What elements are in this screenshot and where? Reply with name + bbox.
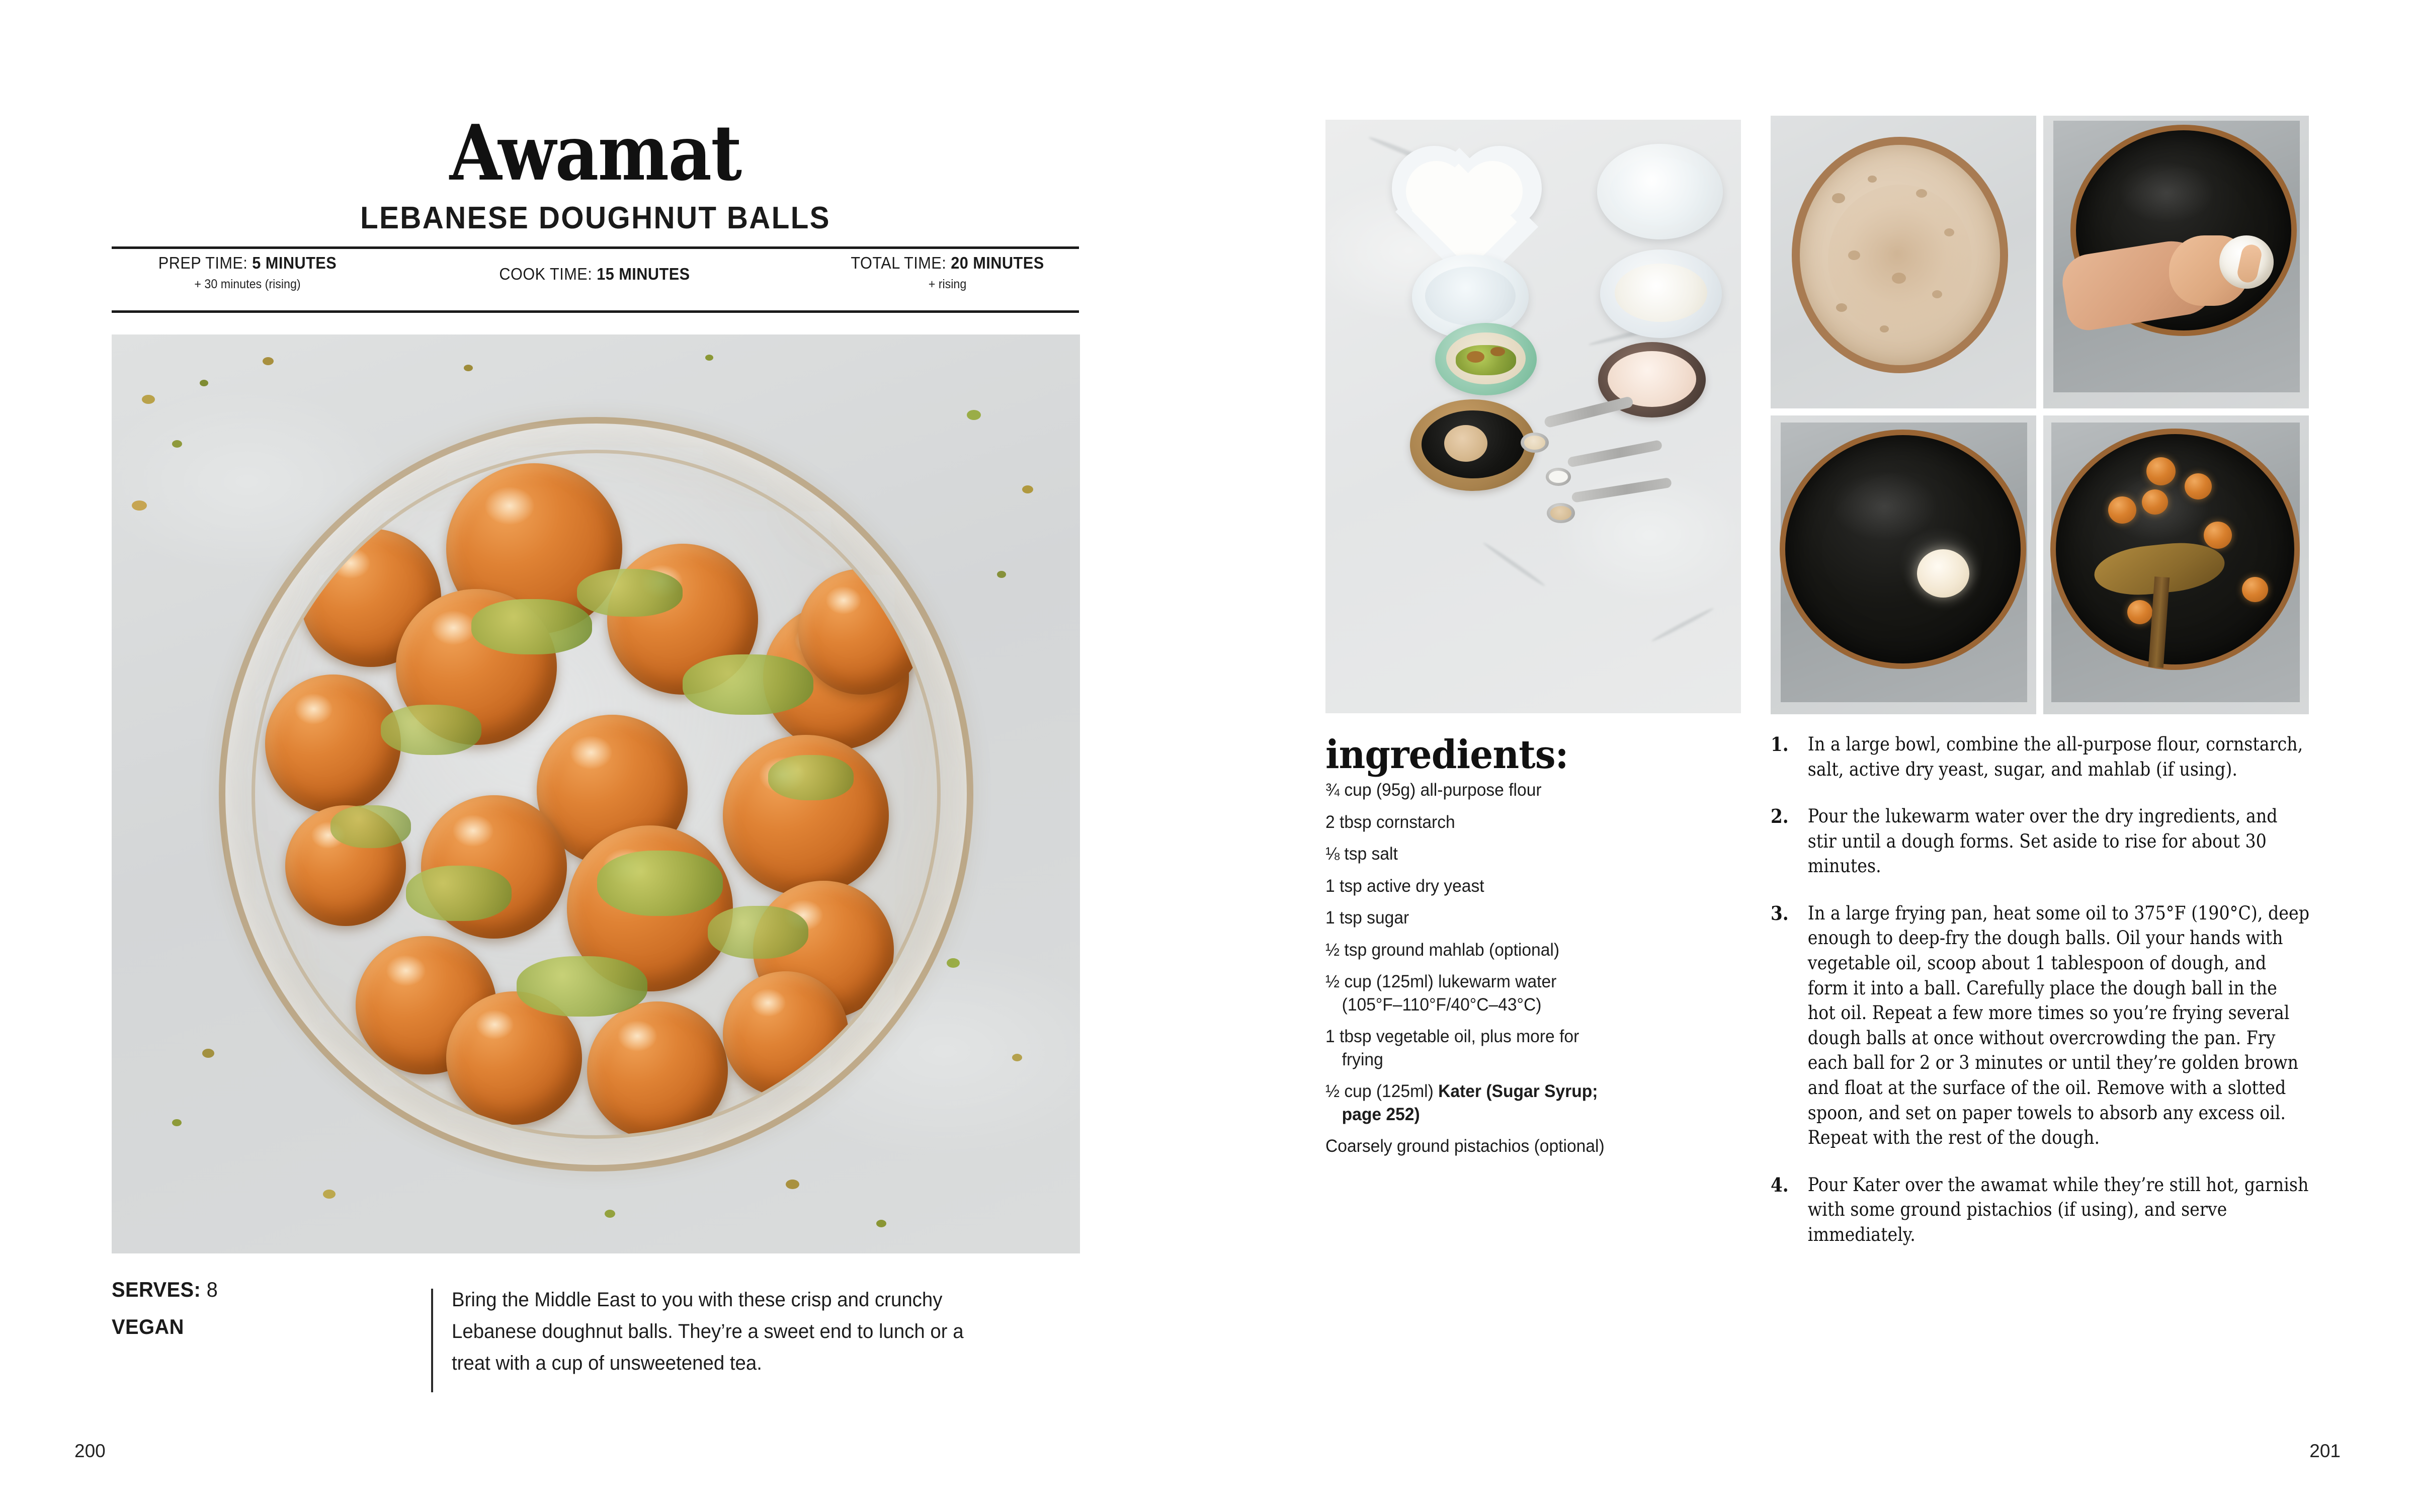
doughnut-ball bbox=[2146, 457, 2176, 485]
pistachio-garnish bbox=[517, 956, 647, 1017]
cook-time-main bbox=[445, 265, 744, 284]
doughnut-ball bbox=[265, 675, 401, 813]
pistachio-garnish bbox=[683, 654, 813, 715]
prep-time-value: 5 MINUTES bbox=[252, 254, 337, 272]
step-photo-frying-balls bbox=[2043, 415, 2309, 714]
cornstarch-bowl bbox=[1600, 249, 1722, 338]
pistachio-garnish bbox=[708, 906, 808, 959]
crumb bbox=[997, 571, 1006, 578]
water-bowl bbox=[1597, 144, 1723, 239]
pistachio-garnish bbox=[330, 805, 411, 848]
ingredient-continuation: frying bbox=[1342, 1049, 1383, 1069]
ingredient-text: 1 tsp sugar bbox=[1325, 908, 1409, 928]
right-page bbox=[1207, 0, 2415, 1512]
ingredient-text: ¾ cup (95g) all-purpose flour bbox=[1325, 780, 1542, 800]
step-photo-risen-dough bbox=[1771, 116, 2036, 408]
time-bar bbox=[112, 246, 1079, 313]
crumb bbox=[947, 958, 960, 968]
instruction-step bbox=[1771, 901, 2309, 1150]
glass-bowl bbox=[219, 417, 973, 1171]
doughnut-ball bbox=[2242, 577, 2268, 602]
crumb bbox=[464, 365, 473, 371]
doughnut-ball bbox=[2108, 496, 2136, 524]
yeast-plate bbox=[1410, 399, 1536, 491]
ingredient-item bbox=[1325, 1080, 1630, 1126]
time-bar-rule-bottom bbox=[112, 310, 1079, 313]
doughnut-ball bbox=[2142, 489, 2168, 515]
serves-block bbox=[112, 1278, 393, 1352]
pistachio-garnish bbox=[577, 569, 683, 617]
crumb bbox=[876, 1220, 886, 1227]
prep-time-note: + 30 minutes (rising) bbox=[194, 277, 301, 291]
ingredient-item bbox=[1325, 875, 1630, 898]
doughnut-ball bbox=[2204, 522, 2232, 549]
frying-pan bbox=[2050, 429, 2300, 670]
measuring-spoon-bowl bbox=[1547, 503, 1575, 523]
step-photo-grid bbox=[1771, 116, 2309, 714]
crumb bbox=[1022, 485, 1033, 493]
total-time-main bbox=[825, 254, 1069, 273]
doughnut-ball bbox=[723, 971, 849, 1097]
crumb bbox=[1012, 1054, 1022, 1061]
crumb bbox=[323, 1190, 336, 1199]
pistachio-garnish bbox=[406, 866, 512, 921]
prep-time-label: PREP TIME: bbox=[158, 254, 248, 272]
ingredient-item bbox=[1325, 843, 1630, 866]
total-time-value: 20 MINUTES bbox=[951, 254, 1044, 272]
crumb bbox=[605, 1210, 615, 1218]
step-text: Pour the lukewarm water over the dry ingredients, and stir until a dough forms. Set aside to rise for about 30 minutes. bbox=[1807, 805, 2278, 877]
ingredient-item bbox=[1325, 970, 1630, 1016]
ingredient-text: ½ tsp ground mahlab (optional) bbox=[1325, 940, 1560, 960]
instructions-list bbox=[1771, 732, 2314, 1269]
diet-badge: VEGAN bbox=[112, 1315, 184, 1338]
instruction-step bbox=[1771, 732, 2309, 782]
recipe-description: Bring the Middle East to you with these crisp and crunchy Lebanese doughnut balls. They’re a sweet end to lunch or a treat with a cup of unsweetened tea. bbox=[452, 1289, 964, 1375]
bowl-interior bbox=[252, 450, 941, 1139]
frying-pan bbox=[1780, 430, 2026, 669]
description-divider bbox=[431, 1289, 433, 1392]
step-number: 1. bbox=[1771, 733, 1789, 755]
time-bar-rule-top bbox=[112, 246, 1079, 249]
crumb bbox=[786, 1180, 799, 1189]
step-text: In a large bowl, combine the all-purpose flour, cornstarch, salt, active dry yeast, sugar, and mahlab (if using). bbox=[1807, 733, 2303, 780]
total-time-cell bbox=[825, 254, 1069, 292]
measuring-spoon-bowl bbox=[1521, 433, 1549, 453]
step-number: 3. bbox=[1771, 901, 1789, 925]
cook-time-value: 15 MINUTES bbox=[597, 265, 690, 283]
step-number: 2. bbox=[1771, 805, 1789, 828]
ingredient-text: ½ cup (125ml) Kater (Sugar Syrup; bbox=[1325, 1081, 1598, 1101]
ingredient-item bbox=[1325, 939, 1630, 962]
pistachio-garnish bbox=[597, 851, 723, 916]
instruction-step bbox=[1771, 1172, 2309, 1247]
crumb bbox=[202, 1049, 214, 1058]
ingredient-item bbox=[1325, 811, 1630, 834]
crumb bbox=[705, 355, 713, 361]
ingredients-heading: ingredients: bbox=[1325, 732, 1568, 778]
prep-time-main bbox=[121, 254, 374, 273]
ingredient-text: ⅛ tsp salt bbox=[1325, 844, 1398, 864]
pistachio-garnish bbox=[381, 705, 481, 755]
step-text: In a large frying pan, heat some oil to 375°F (190°C), deep enough to deep-fry the dough balls. Oil your hands with vegetable oil, scoop about 1 tablespoon of dough, and form it into a ball. Carefully place the dough ball in the hot oil. Repeat a few more times so you’re frying several dough balls at once without overcrowding the pan. Fry each ball for 2 or 3 minutes or until they’re golden brown and float at the surface of the oil. Remove with a slotted spoon, and set on paper towels to absorb any excess oil. Repeat with the rest of the dough. bbox=[1807, 902, 2310, 1149]
doughnut-ball bbox=[2185, 473, 2212, 499]
ingredient-item bbox=[1325, 1025, 1630, 1071]
crumb bbox=[967, 410, 981, 420]
pistachio-garnish bbox=[471, 599, 592, 654]
cook-time-cell bbox=[445, 254, 744, 284]
recipe-subtitle: LEBANESE DOUGHNUT BALLS bbox=[360, 201, 830, 235]
doughnut-ball bbox=[587, 1001, 728, 1139]
crumb bbox=[200, 380, 208, 386]
page-number-left: 200 bbox=[74, 1441, 106, 1461]
ingredient-text: ½ cup (125ml) lukewarm water bbox=[1325, 972, 1557, 991]
crumb bbox=[172, 440, 182, 448]
pistachio-bowl bbox=[1435, 323, 1537, 395]
ingredient-item bbox=[1325, 1135, 1630, 1158]
total-time-note: + rising bbox=[928, 277, 967, 291]
step-photo-forming-ball bbox=[2043, 116, 2309, 408]
ingredients-photo bbox=[1325, 120, 1741, 713]
doughnut-ball bbox=[798, 569, 924, 695]
ingredient-item bbox=[1325, 906, 1630, 930]
left-page bbox=[0, 0, 1207, 1512]
ingredient-continuation: (105°F–110°F/40°C–43°C) bbox=[1342, 994, 1542, 1015]
ingredient-item bbox=[1325, 779, 1630, 802]
crumb bbox=[263, 357, 274, 365]
crumb bbox=[142, 395, 155, 404]
step-text: Pour Kater over the awamat while they’re still hot, garnish with some ground pistachios (if using), and serve immediately. bbox=[1807, 1173, 2309, 1245]
dough-bowl bbox=[1792, 137, 2008, 373]
ingredients-list bbox=[1325, 779, 1642, 1167]
total-time-label: TOTAL TIME: bbox=[851, 254, 947, 272]
ingredient-text: 1 tsp active dry yeast bbox=[1325, 876, 1484, 896]
page-number-right: 201 bbox=[2309, 1441, 2341, 1461]
measuring-spoon-bowl bbox=[1546, 468, 1571, 486]
pistachio-garnish bbox=[768, 755, 854, 800]
cook-time-label: COOK TIME: bbox=[499, 265, 593, 283]
crumb bbox=[132, 500, 147, 511]
ingredient-text: 1 tbsp vegetable oil, plus more for bbox=[1325, 1027, 1579, 1046]
instruction-step bbox=[1771, 804, 2309, 879]
serves-value: 8 bbox=[206, 1278, 218, 1301]
crumb bbox=[172, 1119, 182, 1126]
page-title: Awamat bbox=[449, 108, 741, 198]
serves-line bbox=[112, 1278, 379, 1302]
step-photo-single-ball-frying bbox=[1771, 415, 2036, 714]
doughnut-ball bbox=[2127, 600, 2152, 624]
prep-time-cell bbox=[121, 254, 374, 292]
oil-sheen bbox=[1898, 527, 1984, 602]
ingredient-continuation: page 252) bbox=[1342, 1104, 1420, 1124]
hero-photo bbox=[112, 334, 1080, 1253]
ingredient-text: Coarsely ground pistachios (optional) bbox=[1325, 1136, 1605, 1156]
step-number: 4. bbox=[1771, 1173, 1789, 1196]
serves-label: SERVES: bbox=[112, 1278, 201, 1301]
flour-heart-dish bbox=[1392, 135, 1543, 271]
ingredient-text: 2 tbsp cornstarch bbox=[1325, 812, 1455, 832]
